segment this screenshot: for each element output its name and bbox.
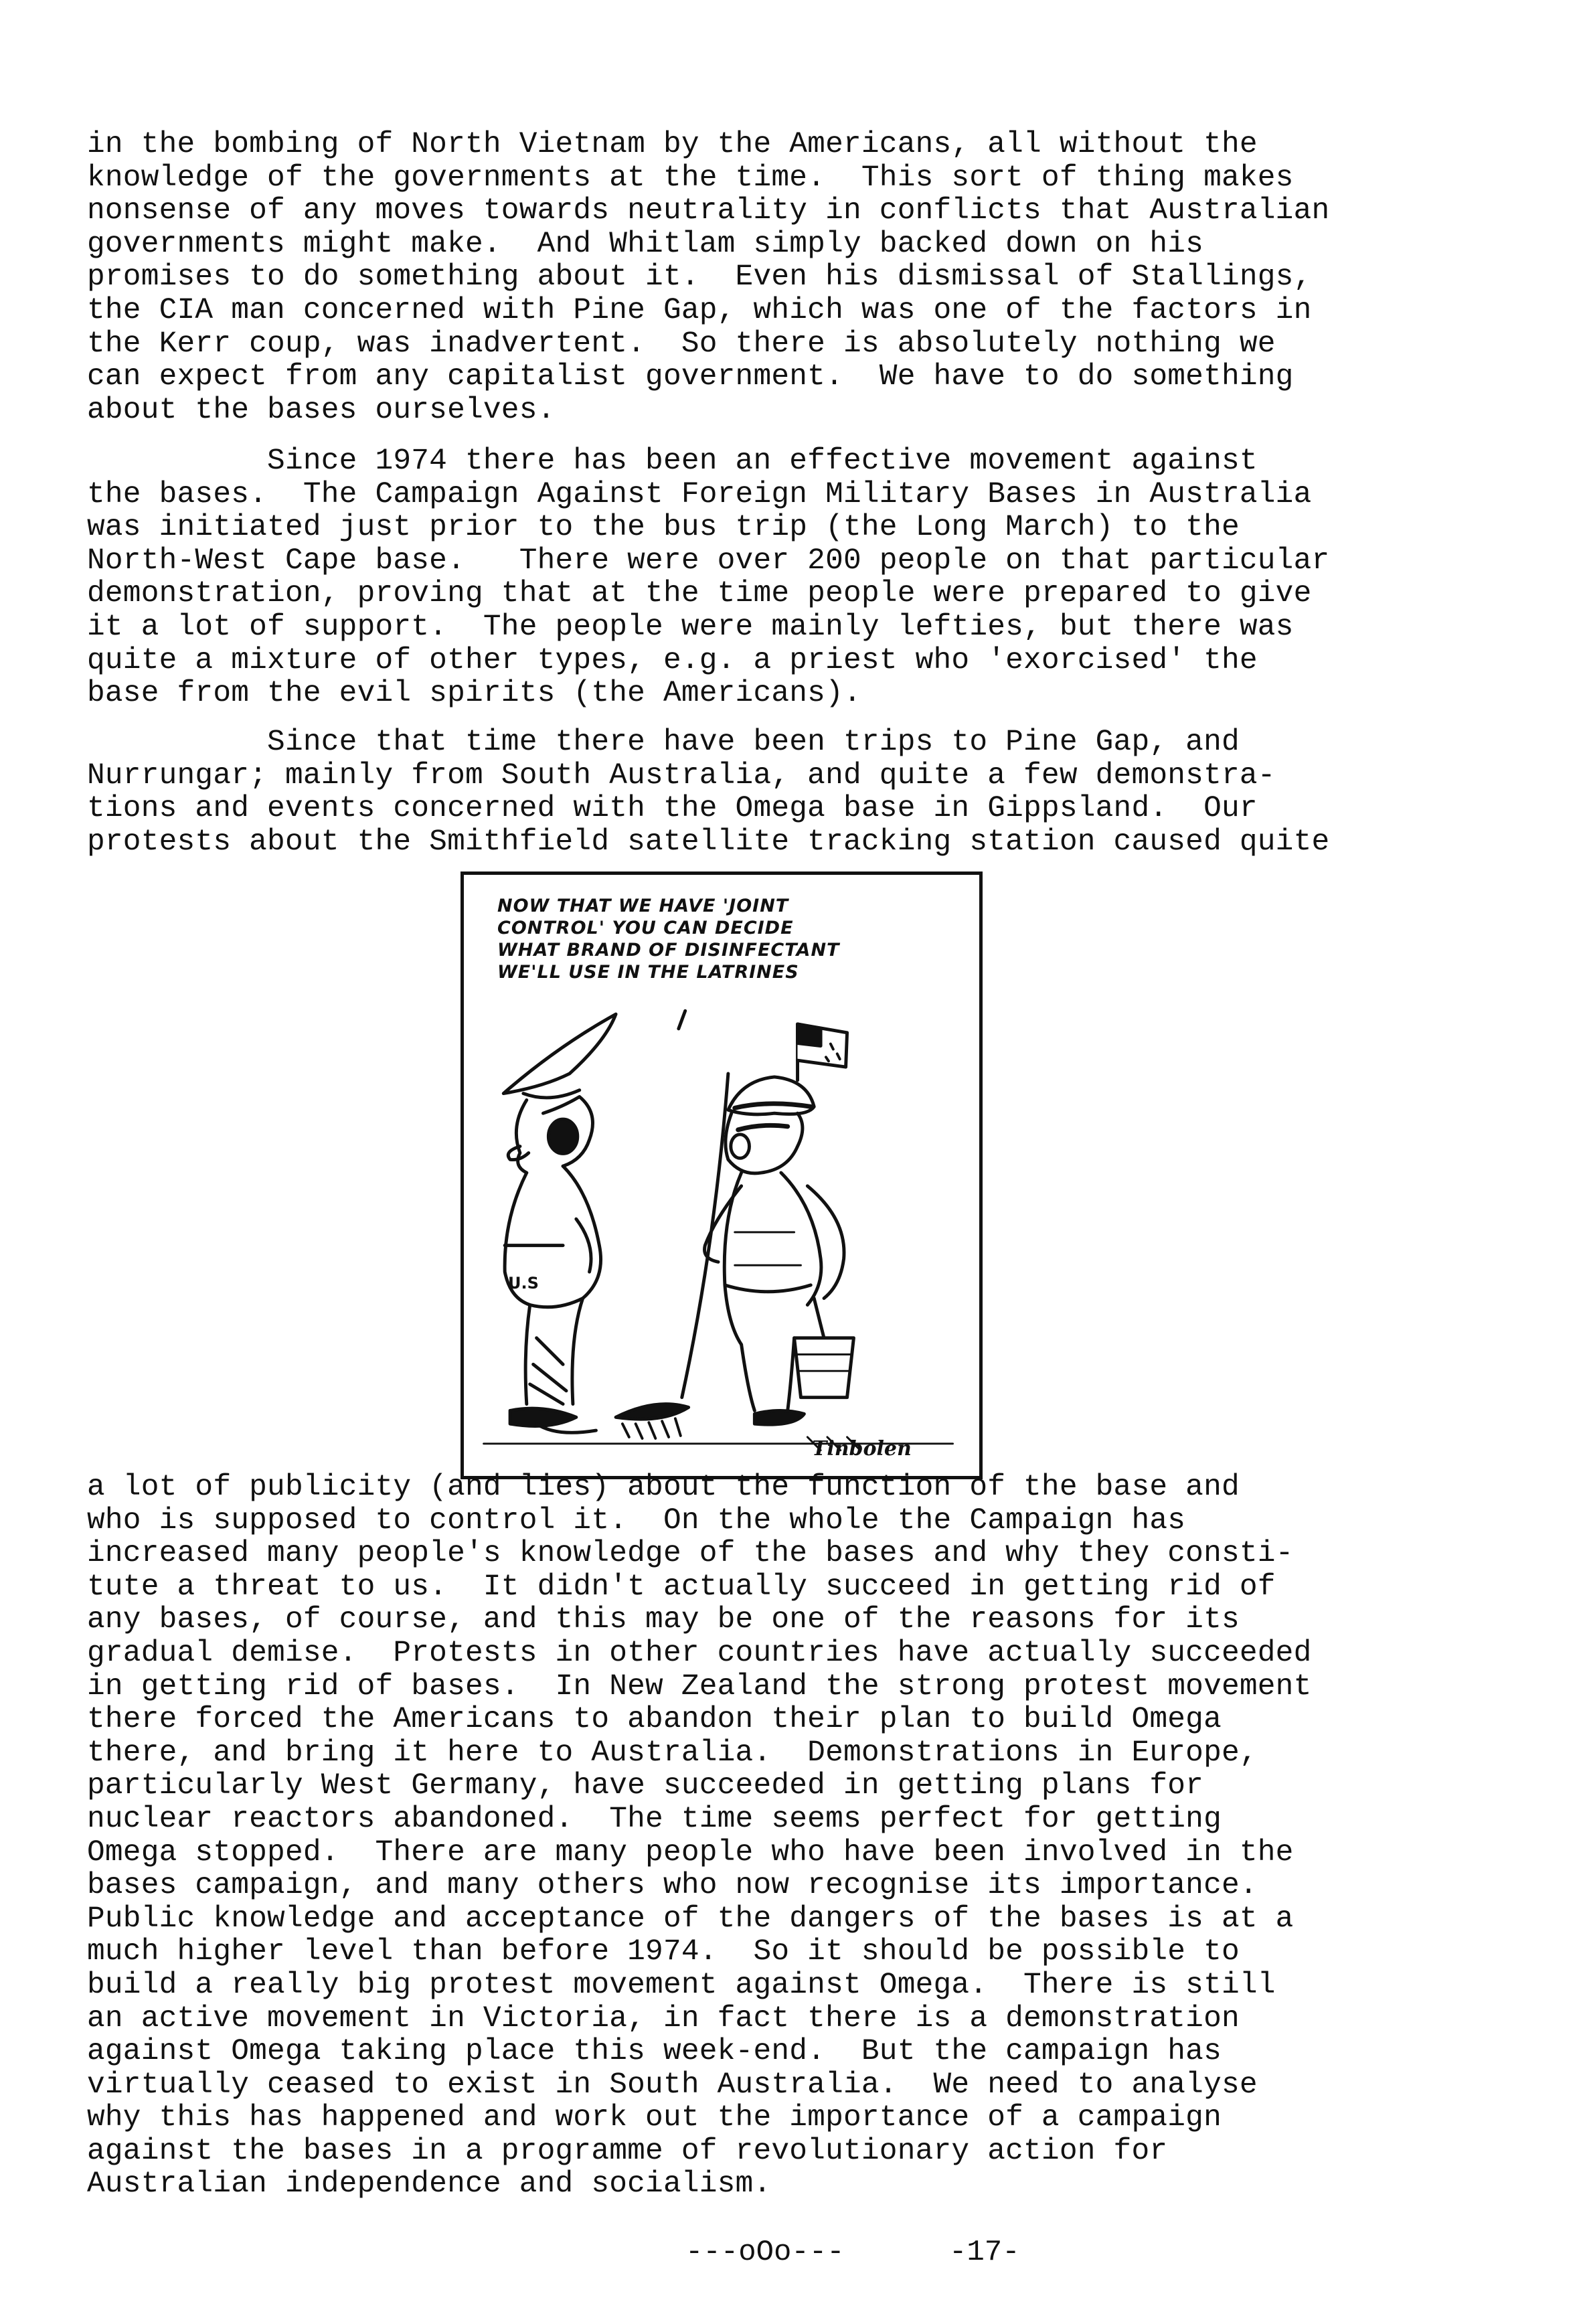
paragraph-2: [87, 445, 1513, 711]
text-line: there, and bring it here to Australia. Demonstrations in Europe,: [87, 1736, 1258, 1770]
text-line: protests about the Smithfield satellite tracking station caused quite: [87, 825, 1330, 859]
text-line: an active movement in Victoria, in fact there is a demonstration: [87, 2001, 1240, 2036]
text-line: a lot of publicity (and lies) about the function of the base and: [87, 1471, 1240, 1504]
text-line: about the bases ourselves.: [87, 393, 556, 427]
text-line: Australian independence and socialism.: [87, 2167, 772, 2202]
cartoon-illustration: [461, 872, 983, 1479]
text-line: North-West Cape base. There were over 200 people on that particular: [87, 544, 1330, 578]
text-line: it a lot of support. The people were mainly lefties, but there was: [87, 610, 1294, 644]
text-line: any bases, of course, and this may be one of the reasons for its: [87, 1603, 1240, 1637]
text-line: quite a mixture of other types, e.g. a priest who 'exorcised' the: [87, 643, 1258, 677]
text-line: nuclear reactors abandoned. The time seems perfect for getting: [87, 1802, 1222, 1836]
text-line: promises to do something about it. Even his dismissal of Stallings,: [87, 260, 1312, 295]
text-line: build a really big protest movement against Omega. There is still: [87, 1968, 1276, 2002]
text-line: virtually ceased to exist in South Australia. We need to analyse: [87, 2068, 1258, 2102]
text-line: in the bombing of North Vietnam by the Americans, all without the: [87, 128, 1258, 161]
text-line: base from the evil spirits (the Americans).: [87, 677, 861, 711]
us-badge: U.S: [508, 1274, 539, 1293]
text-line: against Omega taking place this week-end. But the campaign has: [87, 2035, 1222, 2069]
text-line: Since 1974 there has been an effective movement against: [87, 444, 1258, 478]
speech-line: WE'LL USE IN THE LATRINES: [497, 962, 799, 983]
text-line: the CIA man concerned with Pine Gap, which was one of the factors in: [87, 293, 1312, 327]
text-line: nonsense of any moves towards neutrality in conflicts that Australian: [87, 194, 1330, 228]
text-line: bases campaign, and many others who now recognise its importance.: [87, 1869, 1258, 1903]
text-line: who is supposed to control it. On the whole the Campaign has: [87, 1503, 1186, 1538]
text-line: Public knowledge and acceptance of the dangers of the bases is at a: [87, 1902, 1294, 1936]
paragraph-4: [87, 1471, 1513, 2202]
paragraph-1: [87, 129, 1513, 427]
text-line: Since that time there have been trips to Pine Gap, and: [87, 726, 1240, 759]
text-line: can expect from any capitalist government. We have to do something: [87, 360, 1294, 394]
text-line: increased many people's knowledge of the bases and why they consti-: [87, 1537, 1294, 1571]
text-line: much higher level than before 1974. So it should be possible to: [87, 1935, 1240, 1969]
text-line: particularly West Germany, have succeeded in getting plans for: [87, 1769, 1204, 1803]
text-line: knowledge of the governments at the time. This sort of thing makes: [87, 161, 1294, 195]
text-line: in getting rid of bases. In New Zealand the strong protest movement: [87, 1669, 1312, 1704]
text-line: Nurrungar; mainly from South Australia, and quite a few demonstra-: [87, 758, 1276, 793]
page-number: -17-: [949, 2236, 1020, 2269]
text-line: the Kerr coup, was inadvertent. So there is absolutely nothing we: [87, 327, 1276, 361]
text-line: there forced the Americans to abandon their plan to build Omega: [87, 1703, 1222, 1737]
text-line: was initiated just prior to the bus trip (the Long March) to the: [87, 511, 1240, 545]
text-line: against the bases in a programme of revolutionary action for: [87, 2134, 1168, 2168]
artist-signature: Tinbolen: [812, 1437, 912, 1461]
text-line: gradual demise. Protests in other countries have actually succeeded: [87, 1636, 1312, 1670]
speech-line: NOW THAT WE HAVE 'JOINT: [497, 896, 789, 916]
section-separator: ---oOo---: [685, 2236, 845, 2269]
text-line: why this has happened and work out the importance of a campaign: [87, 2101, 1222, 2135]
text-line: Omega stopped. There are many people who have been involved in the: [87, 1835, 1294, 1870]
speech-line: CONTROL' YOU CAN DECIDE: [497, 918, 794, 938]
text-line: demonstration, proving that at the time people were prepared to give: [87, 577, 1312, 611]
text-line: tute a threat to us. It didn't actually succeed in getting rid of: [87, 1570, 1276, 1604]
paragraph-3: [87, 726, 1513, 859]
text-line: the bases. The Campaign Against Foreign Military Bases in Australia: [87, 477, 1312, 511]
text-line: governments might make. And Whitlam simply backed down on his: [87, 227, 1204, 261]
speech-line: WHAT BRAND OF DISINFECTANT: [497, 940, 840, 961]
cartoon-speech-text: [497, 895, 939, 983]
text-line: tions and events concerned with the Omega base in Gippsland. Our: [87, 792, 1258, 826]
